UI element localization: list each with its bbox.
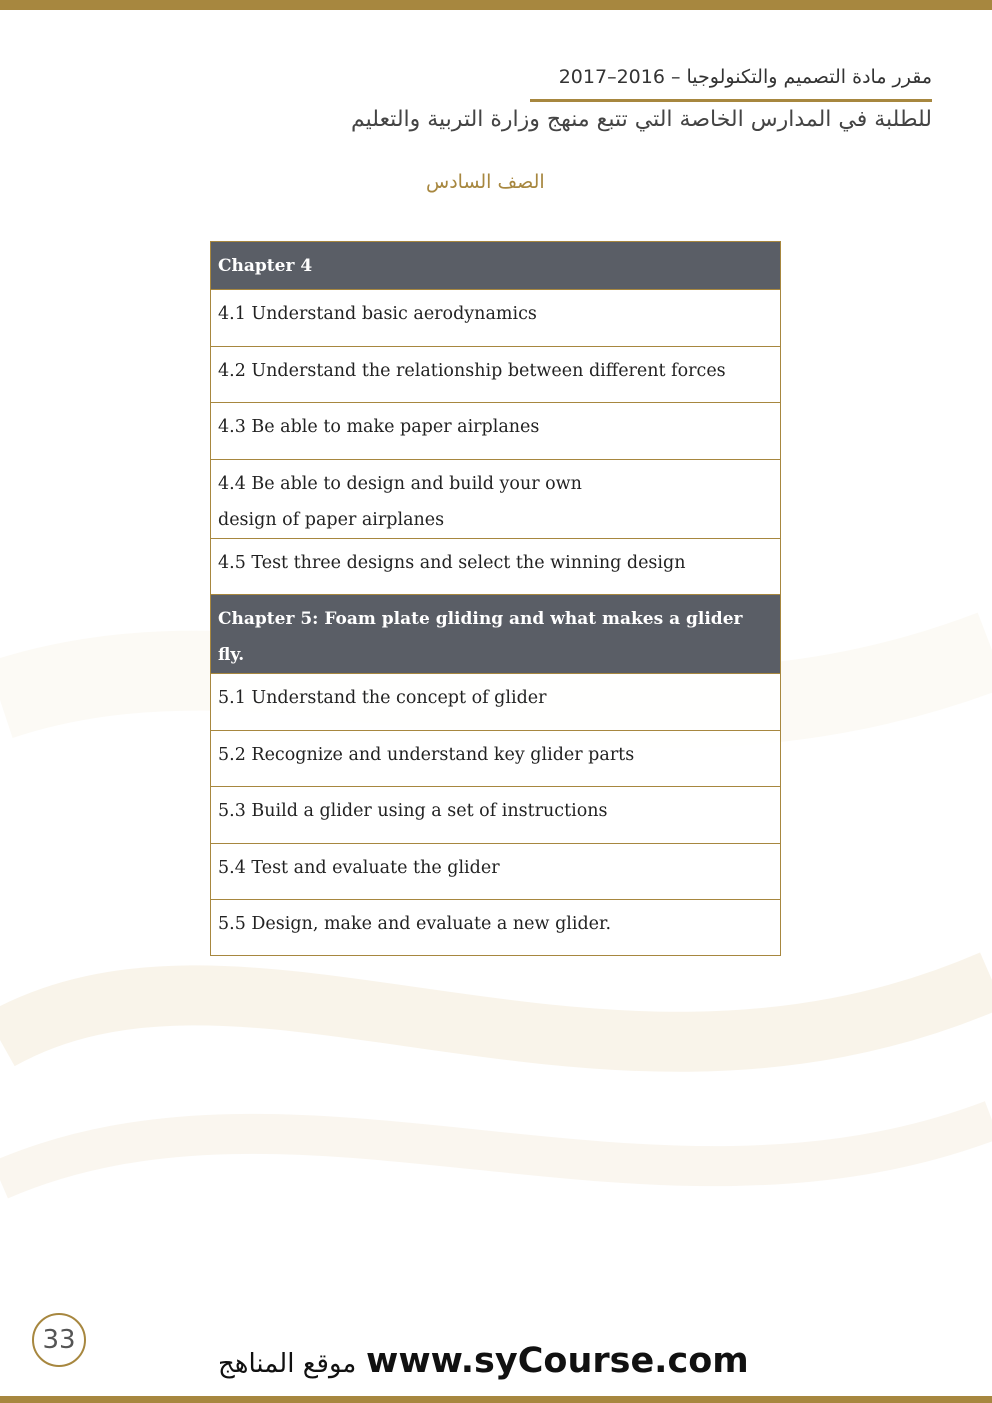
table-row xyxy=(211,731,781,787)
outcome-text: 5.2 Recognize and understand key glider parts xyxy=(211,731,781,787)
outcome-text: 4.2 Understand the relationship between different forces xyxy=(211,347,781,403)
outcome-text: 5.5 Design, make and evaluate a new glider. xyxy=(211,900,781,956)
table-row xyxy=(211,539,781,595)
site-url-link[interactable]: www.syCourse.com xyxy=(366,1341,749,1381)
curriculum-table xyxy=(210,241,781,956)
grade-label: الصف السادس xyxy=(426,171,545,193)
outcome-text: 4.3 Be able to make paper airplanes xyxy=(211,403,781,460)
outcome-text: 5.4 Test and evaluate the glider xyxy=(211,844,781,900)
header-divider xyxy=(530,99,932,102)
site-watermark xyxy=(218,1341,778,1387)
page-number-badge: 33 xyxy=(32,1313,86,1367)
table-row xyxy=(211,403,781,460)
table-row xyxy=(211,844,781,900)
outcome-text: 5.1 Understand the concept of glider xyxy=(211,674,781,731)
course-title: مقرر مادة التصميم والتكنولوجيا – 2016–2017 xyxy=(558,66,932,88)
chapter-title: Chapter 5: Foam plate gliding and what makes a glider fly. xyxy=(211,595,781,674)
outcome-text-continued: design of paper airplanes xyxy=(218,510,445,530)
outcome-text: 5.3 Build a glider using a set of instructions xyxy=(211,787,781,844)
table-row xyxy=(211,460,781,539)
table-row xyxy=(211,787,781,844)
site-name-arabic: موقع المناهج xyxy=(218,1349,357,1379)
chapter-4-header-row xyxy=(211,242,781,290)
bottom-accent-bar xyxy=(0,1396,992,1403)
chapter-title: Chapter 4 xyxy=(211,242,781,290)
table-row xyxy=(211,347,781,403)
chapter-5-header-row xyxy=(211,595,781,674)
audience-line: للطلبة في المدارس الخاصة التي تتبع منهج وزارة التربية والتعليم xyxy=(351,107,932,132)
outcome-text: 4.4 Be able to design and build your own xyxy=(218,474,582,494)
outcome-cell xyxy=(211,460,781,539)
outcome-text: 4.1 Understand basic aerodynamics xyxy=(211,290,781,347)
table-row xyxy=(211,674,781,731)
table-row xyxy=(211,900,781,956)
outcome-text: 4.5 Test three designs and select the winning design xyxy=(211,539,781,595)
table-row xyxy=(211,290,781,347)
